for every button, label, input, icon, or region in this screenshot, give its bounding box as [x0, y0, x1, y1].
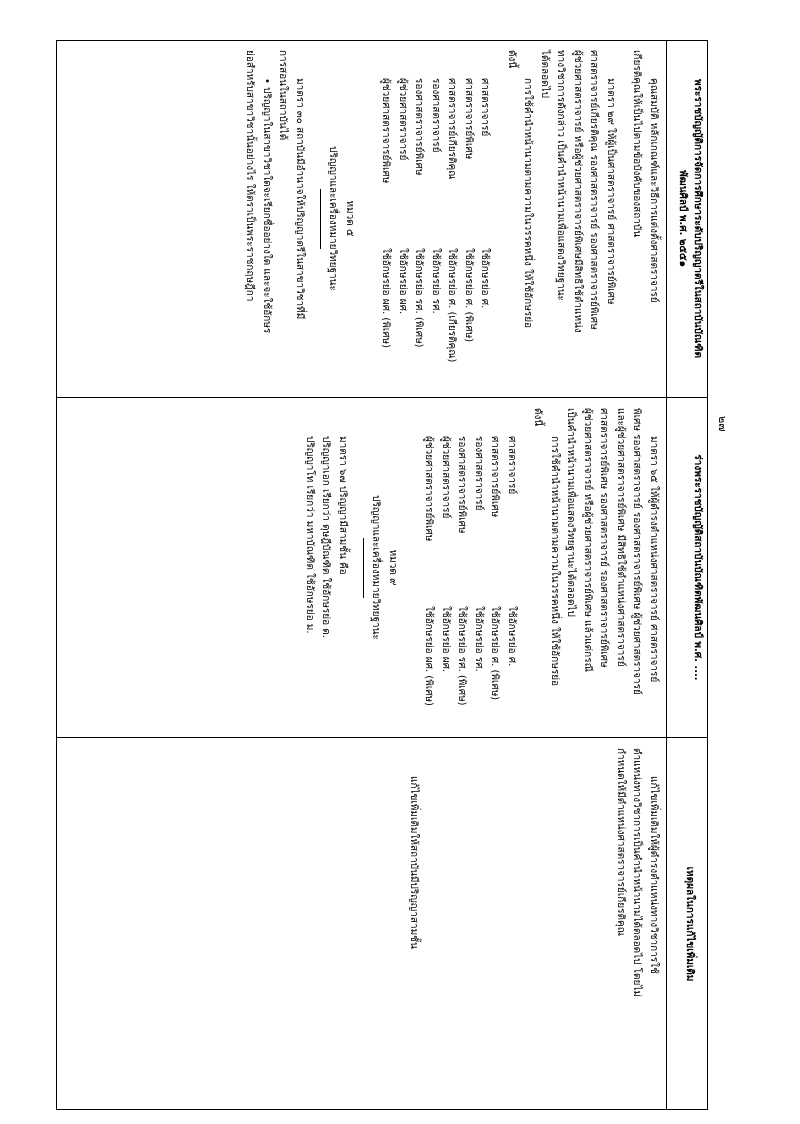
text-line: ศาสตราจารย์พิเศษ รองศาสตราจารย์ รองศาสตราจารย์พิเศษ: [598, 408, 610, 668]
reason-1: แก้ไขเพิ่มเติมให้ผู้ดำรงตำแหน่งทางวิชาการใช้: [648, 776, 659, 974]
rank-row: รองศาสตราจารย์พิเศษ ใช้อักษรย่อ รศ. (พิเศษ): [413, 78, 425, 348]
text-line: เป็นคำนำหน้านามเพื่อแสดงวิทยฐานะได้ตลอดไป: [565, 408, 577, 617]
rank-row: ศาสตราจารย์พิเศษ ใช้อักษรย่อ ศ. (พิเศษ): [463, 78, 474, 343]
chapter-heading: หมวด ๕: [344, 200, 355, 237]
text-line: ทางวิชาการดังกล่าว เป็นคำนำหน้านามเพื่อแสดงวิทยฐานะ: [555, 50, 567, 301]
divider: [320, 189, 321, 249]
text-line: ผู้ช่วยศาสตราจารย์ หรือผู้ช่วยศาสตราจารย์พิเศษมีสิทธิใช้ตำแหน่ง: [572, 50, 583, 333]
column-current-act: [56, 40, 708, 398]
text-line: ดังนี้: [506, 50, 517, 69]
text-line: ปริญญาโท เรียกว่า มหาบัณฑิต ใช้อักษรย่อ ม.: [304, 436, 315, 634]
section-30: มาตรา ๓๐ สถาบันมีอำนาจให้ปริญญาตรีในสาขาวิชาที่มี: [294, 78, 305, 320]
text-line: กำหนดให้มีตำแหน่งศาสตราจารย์เกียรติคุณ: [615, 748, 626, 936]
rank-row: ผู้ช่วยศาสตราจารย์ ใช้อักษรย่อ ผศ.: [440, 436, 451, 673]
divider: [363, 538, 364, 598]
column-draft-act: [56, 398, 708, 738]
reason-2: แก้ไขเพิ่มเติมให้สถาบันมีปริญญาสามชั้น: [408, 776, 420, 949]
section-65: มาตรา ๖๕ ให้ผู้ดำรงตำแหน่งศาสตราจารย์ ศาสตราจารย์: [648, 436, 659, 683]
header-line-2: พัฒนศิลป์ พ.ศ. ๒๕๕๑: [677, 170, 689, 267]
bullet-mark: •: [261, 78, 272, 84]
text-line: ตำแหน่งทางวิชาการเป็นคำนำหน้านามได้ตลอดไป โดยไม่: [631, 748, 643, 998]
text-line: การสอนในสถาบันได้: [277, 50, 289, 141]
text-line: ปริญญาเอก เรียกว่า ดุษฎีบัณฑิต ใช้อักษรย่อ ด.: [320, 436, 332, 638]
column-header-draft-act: [666, 398, 708, 737]
text-line: พิเศษ รองศาสตราจารย์ รองศาสตราจารย์พิเศษ ผู้ช่วยศาสตราจารย์: [631, 408, 643, 695]
text-line: ได้ตลอดไป: [539, 50, 550, 99]
rank-row: รองศาสตราจารย์ ใช้อักษรย่อ รศ.: [473, 436, 484, 672]
rotated-document: [56, 40, 729, 1110]
column-header-current-act: [666, 40, 708, 397]
rank-row: ผู้ช่วยศาสตราจารย์ ใช้อักษรย่อ ผศ.: [397, 78, 408, 315]
section-67: มาตรา ๖๗ ปริญญามีสามชั้น คือ: [337, 436, 348, 575]
text-line: คุณสมบัติ หลักเกณฑ์และวิธีการแต่งตั้งศาสตราจารย์: [648, 78, 659, 303]
text-line: และผู้ช่วยศาสตราจารย์พิเศษ มีสิทธิใช้ตำแหน่งศาสตราจารย์: [615, 408, 626, 667]
chapter-title: ปริญญาและเครื่องหมายวิทยฐานะ: [327, 146, 339, 291]
page-number: ๒๗: [716, 416, 729, 432]
column-header-reasons: [666, 738, 708, 1110]
chapter-title: ปริญญาและเครื่องหมายวิทยฐานะ: [370, 495, 382, 640]
text-line: ย่อสำหรับสาขาวิชานั้นอย่างไร ให้ตราเป็นพระราชกฤษฎีกา: [244, 50, 256, 302]
rank-row: ผู้ช่วยศาสตราจารย์พิเศษ ใช้อักษรย่อ ผศ. (พิเศษ): [380, 78, 392, 349]
text-line: เกียรติคุณให้เป็นไปตามข้อบังคับของสถาบัน: [631, 50, 643, 238]
text-line: ศาสตราจารย์เกียรติคุณ รองศาสตราจารย์ รองศาสตราจารย์พิเศษ: [588, 50, 600, 330]
chapter-heading: หมวด ๙: [387, 549, 398, 586]
header-line: ร่างพระราชบัญญัติสถาบันบัณฑิตพัฒนศิลป์ พ.ศ. ....: [692, 454, 703, 681]
rank-row: ศาสตราจารย์พิเศษ ใช้อักษรย่อ ศ. (พิเศษ): [489, 436, 501, 701]
header-line: เหตุผลในการแก้ไขเพิ่มเติม: [684, 866, 695, 982]
rank-row: ผู้ช่วยศาสตราจารย์พิเศษ ใช้อักษรย่อ ผศ. (พิเศษ): [423, 436, 435, 707]
rank-row: ศาสตราจารย์เกียรติคุณ ใช้อักษรย่อ ศ. (เกียรติคุณ): [446, 78, 458, 363]
rank-row: ศาสตราจารย์ ใช้อักษรย่อ ศ.: [479, 78, 491, 309]
rank-row: รองศาสตราจารย์ ใช้อักษรย่อ รศ.: [430, 78, 441, 314]
section-29: มาตรา ๒๙ ให้ผู้เป็นศาสตราจารย์ ศาสตราจารย์พิเศษ: [605, 78, 616, 305]
rank-row: ศาสตราจารย์ ใช้อักษรย่อ ศ.: [506, 436, 517, 667]
header-line-1: พระราชบัญญัติการจัดการศึกษาระดับปริญญาตรีในสถาบันบัณฑิต: [692, 79, 703, 358]
column-reasons: [56, 738, 708, 1110]
text-line: การใช้คำนำหน้านามตามความในวรรคหนึ่ง ให้ใช้อักษรย่อ: [549, 436, 560, 687]
text-line: การใช้คำนำหน้านามตามความในวรรคหนึ่ง ให้ใช้อักษรย่อ: [522, 78, 534, 329]
text-line: ปริญญาในสาขาวิชาใดจะเรียกชื่ออย่างใด และจะใช้อักษร: [261, 87, 272, 334]
text-line: ผู้ช่วยศาสตราจารย์ หรือผู้ช่วยศาสตราจารย์พิเศษ แล้วแต่กรณี: [582, 408, 593, 672]
rank-row: รองศาสตราจารย์พิเศษ ใช้อักษรย่อ รศ. (พิเศษ): [456, 436, 468, 706]
text-line: ดังนี้: [532, 408, 544, 427]
